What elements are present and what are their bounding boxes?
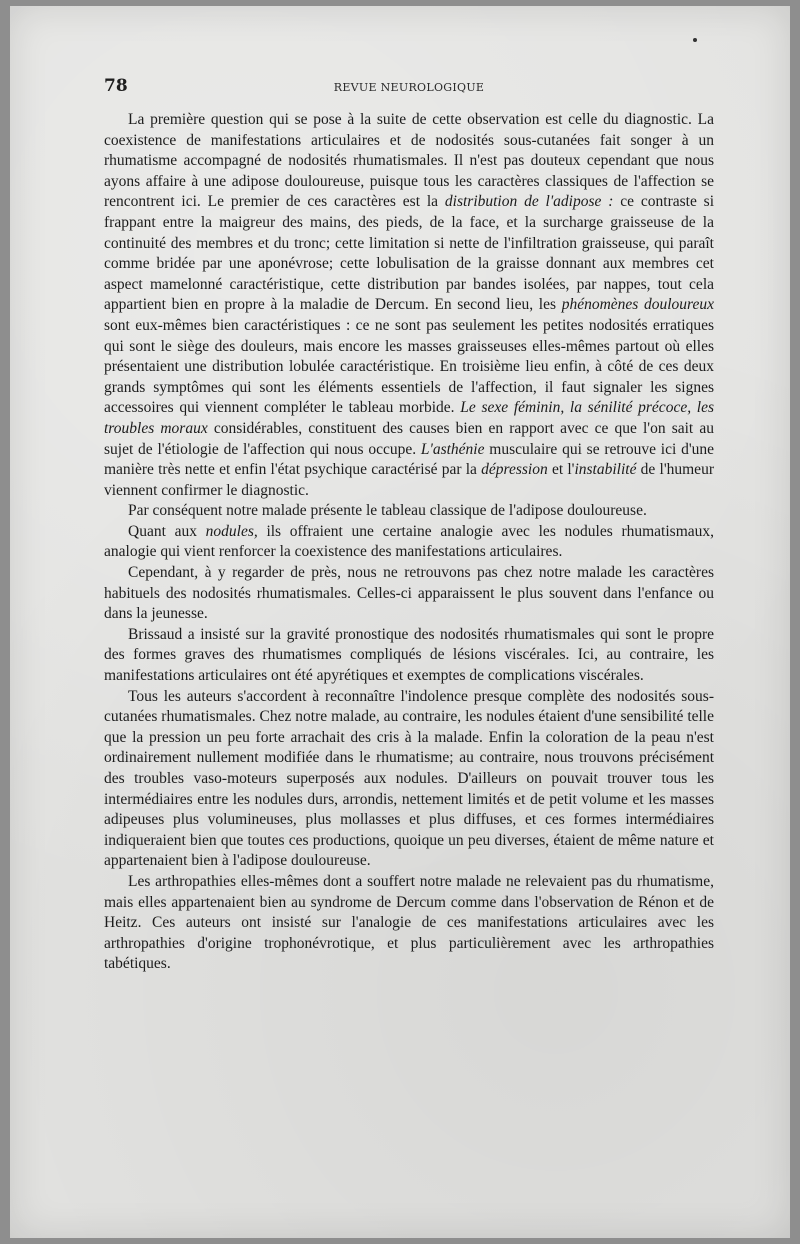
running-head: REVUE NEUROLOGIQUE — [333, 81, 485, 94]
paragraph-conclusion: Par conséquent notre malade présente le tableau classique de l'adipose douloureuse. — [128, 502, 647, 520]
emphasis-instabilite: instabilité — [574, 461, 637, 479]
body-text — [104, 110, 714, 975]
paragraph-nodules: Quant aux nodules, ils offraient une certaine analogie avec les nodules rhumatismaux, analogie qui vient renforcer la coexistence des manifestations articulaires. — [104, 522, 715, 561]
ink-speck — [693, 38, 697, 42]
paragraph-arthropathies: Les arthropathies elles-mêmes dont a souffert notre malade ne relevaient pas du rhumatisme, mais elles appartenaient bien au syndrome de Dercum comme dans l'observation de Rénon et de Heitz. Ces auteurs ont insisté sur l'analogie de ces manifestations articulaires avec les arthropathies d'origine trophonévrotique, et plus particulièrement avec les arthropathies tabétiques. — [104, 872, 714, 973]
page-number: 78 — [104, 76, 128, 96]
emphasis-asthenie: L'asthénie — [420, 440, 485, 458]
emphasis-nodules: nodules, — [205, 522, 258, 540]
paragraph-cependant: Cependant, à y regarder de près, nous ne retrouvons pas chez notre malade les caractères habituels des nodosités rhumatismales. Celles-ci apparaissent le plus souvent dans l'enfance ou dans la jeunesse. — [104, 564, 714, 623]
paragraph-diagnosis: La première question qui se pose à la suite de cette observation est celle du diagnostic. La coexistence de manifestations articulaires et de nodosités sous-cutanées fait songer à un rhumatisme accompagné de nodosités rhumatismales. Il n'est pas douteux cependant que nous ayons affaire à une adipose douloureuse, puisque tous les caractères classiques de l'affection se rencontrent ici. Le premier de ces caractères est la distribution de l'adipose : ce contraste si frappant entre la maigreur des mains, des pieds, de la face, et la surcharge graisseuse de la continuité des membres et du tronc; cette limitation si nette de l'infiltration graisseuse, qui paraît comme bridée par une aponévrose; cette lobulisation de la graisse donnant aux membres cet aspect mamelonné caractéristique, cette distribution par bandes isolées, par nappes, tout cela appartient bien en propre à la maladie de Dercum. En second lieu, les phénomènes douloureux sont eux-mêmes bien caractéristiques : ce ne sont pas seulement les petites nodosités erratiques qui sont le siège des douleurs, mais encore les masses graisseuses elles-mêmes partout où elles présentaient une distribution lobulée caractéristique. En troisième lieu enfin, à côté de ces deux grands symptômes qui sont les éléments essentiels de l'affection, il faut signaler les signes accessoires qui viennent compléter le tableau morbide. Le sexe féminin, la sénilité précoce, les troubles moraux considérables, constituent des causes bien en rapport avec ce que l'on sait au sujet de l'étiologie de l'affection qui nous occupe. L'asthénie musculaire qui se retrouve ici d'une manière très nette et enfin l'état psychique caractérisé par la dépression et l'instabilité de l'humeur viennent confirmer le diagnostic. — [104, 111, 715, 499]
emphasis-depression: dépression — [481, 461, 548, 479]
page-header — [104, 76, 714, 100]
paragraph-indolence: Tous les auteurs s'accordent à reconnaître l'indolence presque complète des nodosités sous-cutanées rhumatismales. Chez notre malade, au contraire, les nodules étaient d'une sensibilité telle que la pression un peu forte arrachait des cris à la malade. Enfin la coloration de la peau n'est ordinairement nullement modifiée dans le rhumatisme; au contraire, nous trouvons précisément des troubles vaso-moteurs superposés aux nodules. D'ailleurs on pouvait trouver tous les intermédiaires entre les nodules durs, arrondis, nettement limités et de petit volume et les masses adipeuses plus volumineuses, plus mollasses et plus diffuses, et ces formes intermédiaires indiqueraient bien que toutes ces productions, quoique un peu diverses, étaient de même nature et appartenaient bien à l'adipose douloureuse. — [104, 687, 714, 870]
emphasis-sexe: Le sexe féminin, la sénilité précoce, les troubles moraux — [104, 399, 714, 437]
emphasis-distribution: distribution de l'adipose : — [444, 193, 614, 211]
emphasis-phenomenes: phénomènes douloureux — [561, 296, 715, 314]
document-page — [10, 6, 790, 1238]
paragraph-brissaud: Brissaud a insisté sur la gravité pronostique des nodosités rhumatismales qui sont le propre des formes graves des rhumatismes compliqués de lésions viscérales. Ici, au contraire, les manifestations articulaires ont été apyrétiques et exemptes de complications viscérales. — [104, 625, 714, 685]
